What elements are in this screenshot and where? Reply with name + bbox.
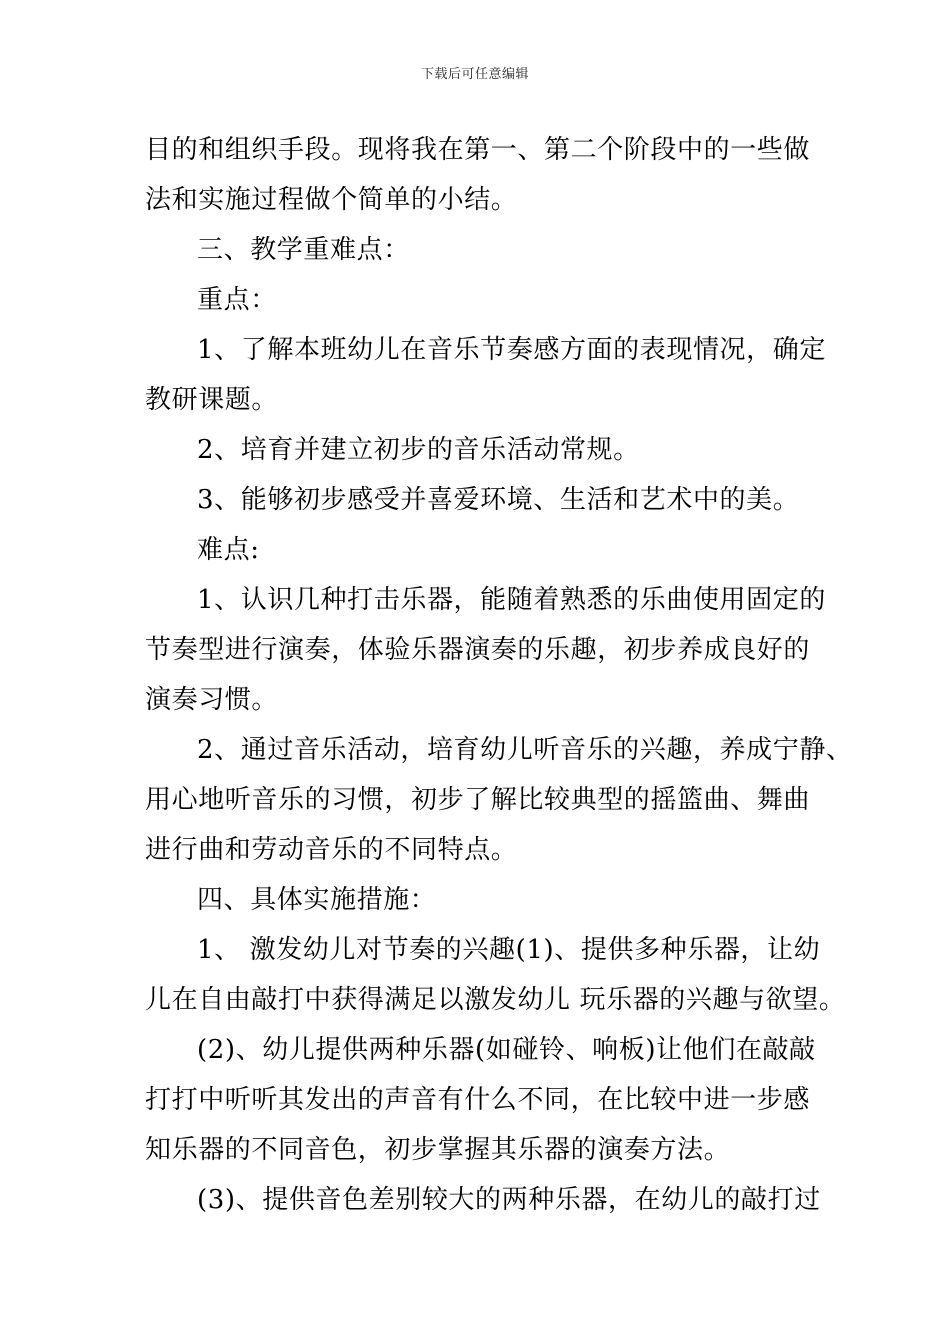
page-header: 下载后可任意编辑 [420,67,529,82]
list-item: 1、了解本班幼儿在音乐节奏感方面的表现情况，确定 [197,335,826,365]
list-item: 2、培育并建立初步的音乐活动常规。 [197,435,640,465]
text-line: 目的和组织手段。现将我在第一、第二个阶段中的一些做 [145,135,811,165]
text-line: 打打中听听其发出的声音有什么不同，在比较中进一步感 [145,1085,811,1115]
text-line: 节奏型进行演奏，体验乐器演奏的乐趣，初步养成良好的 [145,635,811,665]
list-item: 1、 激发幼儿对节奏的兴趣(1)、提供多种乐器，让幼 [197,935,821,965]
text-line: 法和实施过程做个简单的小结。 [145,185,518,215]
list-item: 2、通过音乐活动，培育幼儿听音乐的兴趣，养成宁静、 [197,735,853,765]
text-line: 知乐器的不同音色，初步掌握其乐器的演奏方法。 [145,1135,731,1165]
subheading: 重点： [197,285,277,315]
list-item: (2)、幼儿提供两种乐器(如碰铃、响板)让他们在敲敲 [197,1035,816,1065]
text-line: 儿在自由敲打中获得满足以激发幼儿 玩乐器的兴趣与欲望。 [145,985,846,1015]
list-item: 3、能够初步感受并喜爱环境、生活和艺术中的美。 [197,485,800,515]
text-line: 用心地听音乐的习惯，初步了解比较典型的摇篮曲、舞曲 [145,785,811,815]
section-heading: 四、具体实施措施： [197,885,437,915]
section-heading: 三、教学重难点： [197,235,410,265]
list-item: (3)、提供音色差别较大的两种乐器，在幼儿的敲打过 [197,1185,821,1215]
subheading: 难点: [197,535,260,565]
text-line: 进行曲和劳动音乐的不同特点。 [145,835,518,865]
list-item: 1、认识几种打击乐器，能随着熟悉的乐曲使用固定的 [197,585,826,615]
text-line: 教研课题。 [145,385,279,415]
text-line: 演奏习惯。 [145,685,279,715]
